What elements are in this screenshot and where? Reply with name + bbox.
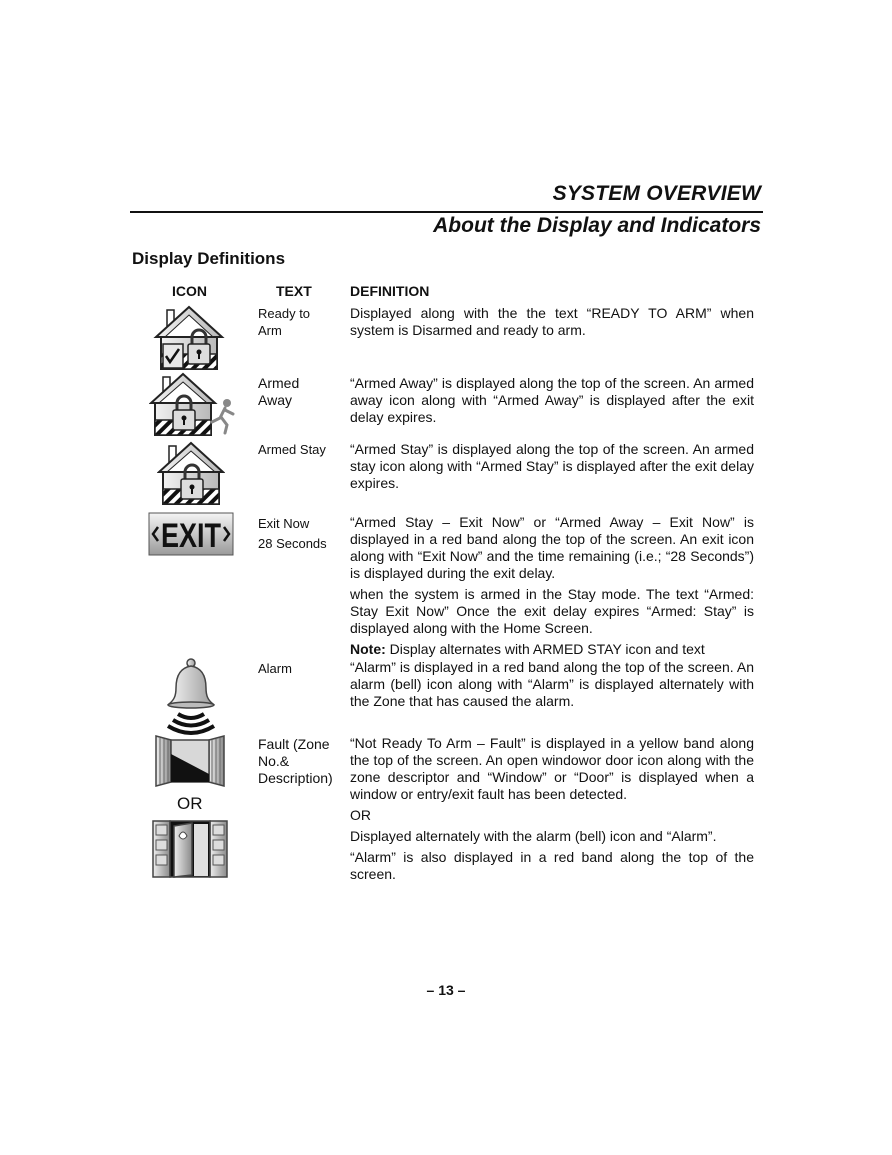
row-ready-text-line: Ready to: [258, 306, 311, 321]
row-stay-text-line: Armed Stay: [258, 442, 326, 457]
exit-sign-label: EXIT: [161, 517, 222, 555]
page-header-subtitle: About the Display and Indicators: [433, 214, 761, 237]
definition-paragraph: “Armed Stay – Exit Now” or “Armed Away – Exit Now” is displayed in a red band along the top of the screen. An exit icon along with “Exit Now” and the time remaining (i.e.; “28 Seconds”) is displayed during the exit delay.: [350, 514, 754, 581]
row-away-text-line: Away: [258, 392, 292, 408]
note-label: Note:: [350, 641, 386, 657]
definition-paragraph: “Alarm” is also displayed in a red band along the top of the screen.: [350, 849, 754, 882]
row-away-text: [258, 375, 299, 409]
row-stay-text: [258, 441, 326, 458]
row-exit-text: [258, 514, 327, 554]
exit-sign-icon: [148, 512, 234, 561]
row-alarm-text-line: Alarm: [258, 661, 292, 676]
house-lock-icon: [157, 441, 225, 512]
row-fault-text-line: No.&: [258, 753, 290, 769]
page-header-title: SYSTEM OVERVIEW: [552, 182, 761, 205]
row-away-definition: [350, 375, 754, 430]
definition-paragraph: OR: [350, 807, 371, 823]
definition-paragraph: “Armed Away” is displayed along the top of the screen. An armed away icon along with “Armed Away” is displayed after the exit delay expires.: [350, 375, 754, 425]
row-exit-definition: [350, 514, 754, 662]
house-lock-running-person-icon: [149, 372, 237, 443]
definition-paragraph: Displayed along with the the text “READY TO ARM” when system is Disarmed and ready to arm.: [350, 305, 754, 338]
column-header-definition: DEFINITION: [350, 283, 430, 299]
definition-paragraph: “Alarm” is displayed in a red band along the top of the screen. An alarm (bell) icon along with “Alarm” is displayed alternately with the Zone that has caused the alarm.: [350, 659, 754, 709]
note-text: Display alternates with ARMED STAY icon and text: [385, 641, 705, 657]
page-number: – 13 –: [426, 982, 466, 998]
definition-paragraph: “Armed Stay” is displayed along the top of the screen. An armed stay icon along with “Armed Stay” is displayed after the exit delay expires.: [350, 441, 754, 491]
section-title: Display Definitions: [132, 249, 286, 268]
row-ready-definition: [350, 305, 754, 343]
row-away-text-line: Armed: [258, 375, 300, 391]
row-ready-text: [258, 305, 310, 339]
open-door-icon: [152, 820, 228, 883]
row-fault-text-line: Description): [258, 770, 333, 786]
row-alarm-definition: [350, 659, 754, 714]
header-divider: [130, 211, 763, 213]
row-alarm-text: [258, 660, 292, 677]
or-label: OR: [177, 794, 203, 813]
definition-note: [350, 641, 754, 658]
row-fault-text: [258, 736, 333, 787]
open-window-icon: [155, 734, 225, 793]
definition-paragraph: Displayed alternately with the alarm (bell) icon and “Alarm”.: [350, 828, 717, 844]
row-ready-text-line: Arm: [258, 323, 282, 338]
definition-paragraph: “Not Ready To Arm – Fault” is displayed in a yellow band along the top of the screen. An open windowor door icon along with the zone descriptor and “Window” or “Door” is displayed when a window or entry/exit fault has been detected.: [350, 735, 754, 802]
row-fault-text-line: Fault (Zone: [258, 736, 330, 752]
row-exit-text-line: 28 Seconds: [258, 536, 327, 551]
row-stay-definition: [350, 441, 754, 496]
bell-alarm-icon: [161, 656, 221, 741]
house-check-lock-icon: [153, 304, 225, 377]
column-header-icon: ICON: [172, 283, 207, 299]
column-header-text: TEXT: [276, 283, 312, 299]
definition-paragraph: when the system is armed in the Stay mode. The text “Armed: Stay Exit Now” Once the exit delay expires “Armed: Stay” is displayed along with the Home Screen.: [350, 586, 754, 636]
row-exit-text-line: Exit Now: [258, 516, 310, 531]
row-fault-definition: [350, 735, 754, 887]
